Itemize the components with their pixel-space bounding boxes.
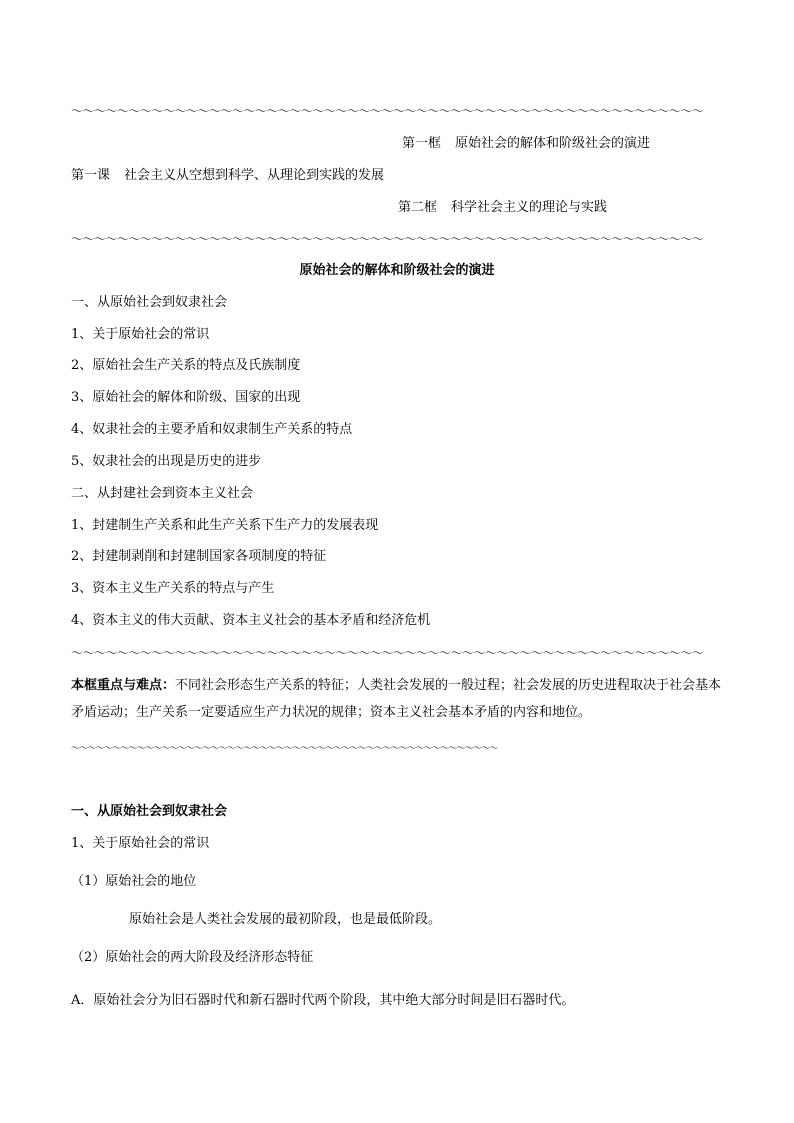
- outline-item: 2、封建制剥削和封建制国家各项制度的特征: [71, 549, 327, 564]
- frame1-heading: [402, 136, 650, 152]
- point-heading: （1）原始社会的地位: [71, 874, 197, 889]
- frame2-label: 第二框: [398, 200, 438, 215]
- point-item: A．原始社会分为旧石器时代和新石器时代两个阶段，其中绝大部分时间是旧石器时代。: [71, 993, 575, 1008]
- outline-item: 4、奴隶社会的主要矛盾和奴隶制生产关系的特点: [71, 422, 353, 437]
- point-text: 原始社会是人类社会发展的最初阶段，也是最低阶段。: [129, 912, 442, 927]
- separator-tilde-short: ～～～～～～～～～～～～～～～～～～～～～～～～～～～～～～～～～～～～～～～～～～～～～～～～～～～～: [71, 744, 498, 754]
- outline-item: 5、奴隶社会的出现是历史的进步: [71, 454, 262, 469]
- outline-item: 2、原始社会生产关系的特点及氏族制度: [71, 358, 301, 373]
- key-points-text: 不同社会形态生产关系的特征；人类社会发展的一般过程；社会发展的历史进程取决于社会基本矛盾运动；生产关系一定要适应生产力状况的规律；资本主义社会基本矛盾的内容和地位。: [71, 678, 722, 720]
- separator-tilde: ～～～～～～～～～～～～～～～～～～～～～～～～～～～～～～～～～～～～～～～～～～～～～～～～～～～～～～～: [71, 646, 704, 660]
- point-heading: （2）原始社会的两大阶段及经济形态特征: [71, 950, 314, 965]
- lesson-heading: [71, 168, 384, 184]
- separator-tilde: ～～～～～～～～～～～～～～～～～～～～～～～～～～～～～～～～～～～～～～～～～～～～～～～～～～～～～～～: [71, 232, 704, 246]
- separator-tilde: ～～～～～～～～～～～～～～～～～～～～～～～～～～～～～～～～～～～～～～～～～～～～～～～～～～～～～～～: [71, 104, 704, 118]
- outline-item: 3、资本主义生产关系的特点与产生: [71, 581, 275, 596]
- outline-item: 1、封建制生产关系和此生产关系下生产力的发展表现: [71, 518, 379, 533]
- outline-item: 一、从原始社会到奴隶社会: [71, 295, 228, 310]
- lesson-title: 社会主义从空想到科学、从理论到实践的发展: [124, 168, 385, 183]
- frame1-title: 原始社会的解体和阶级社会的演进: [455, 136, 651, 151]
- outline-item: 3、原始社会的解体和阶级、国家的出现: [71, 390, 301, 405]
- subsection-title: 1、关于原始社会的常识: [71, 836, 210, 851]
- outline-title: 原始社会的解体和阶级社会的演进: [299, 263, 495, 278]
- key-points-label: 本框重点与难点：: [71, 678, 176, 693]
- outline-item: 1、关于原始社会的常识: [71, 327, 210, 342]
- frame2-heading: [398, 200, 607, 216]
- lesson-label: 第一课: [71, 168, 111, 183]
- frame2-title: 科学社会主义的理论与实践: [451, 200, 608, 215]
- section-title: 一、从原始社会到奴隶社会: [71, 804, 228, 819]
- frame1-label: 第一框: [402, 136, 442, 151]
- outline-item: 4、资本主义的伟大贡献、资本主义社会的基本矛盾和经济危机: [71, 613, 431, 628]
- outline-item: 二、从封建社会到资本主义社会: [71, 486, 254, 501]
- key-points-paragraph: [71, 672, 726, 726]
